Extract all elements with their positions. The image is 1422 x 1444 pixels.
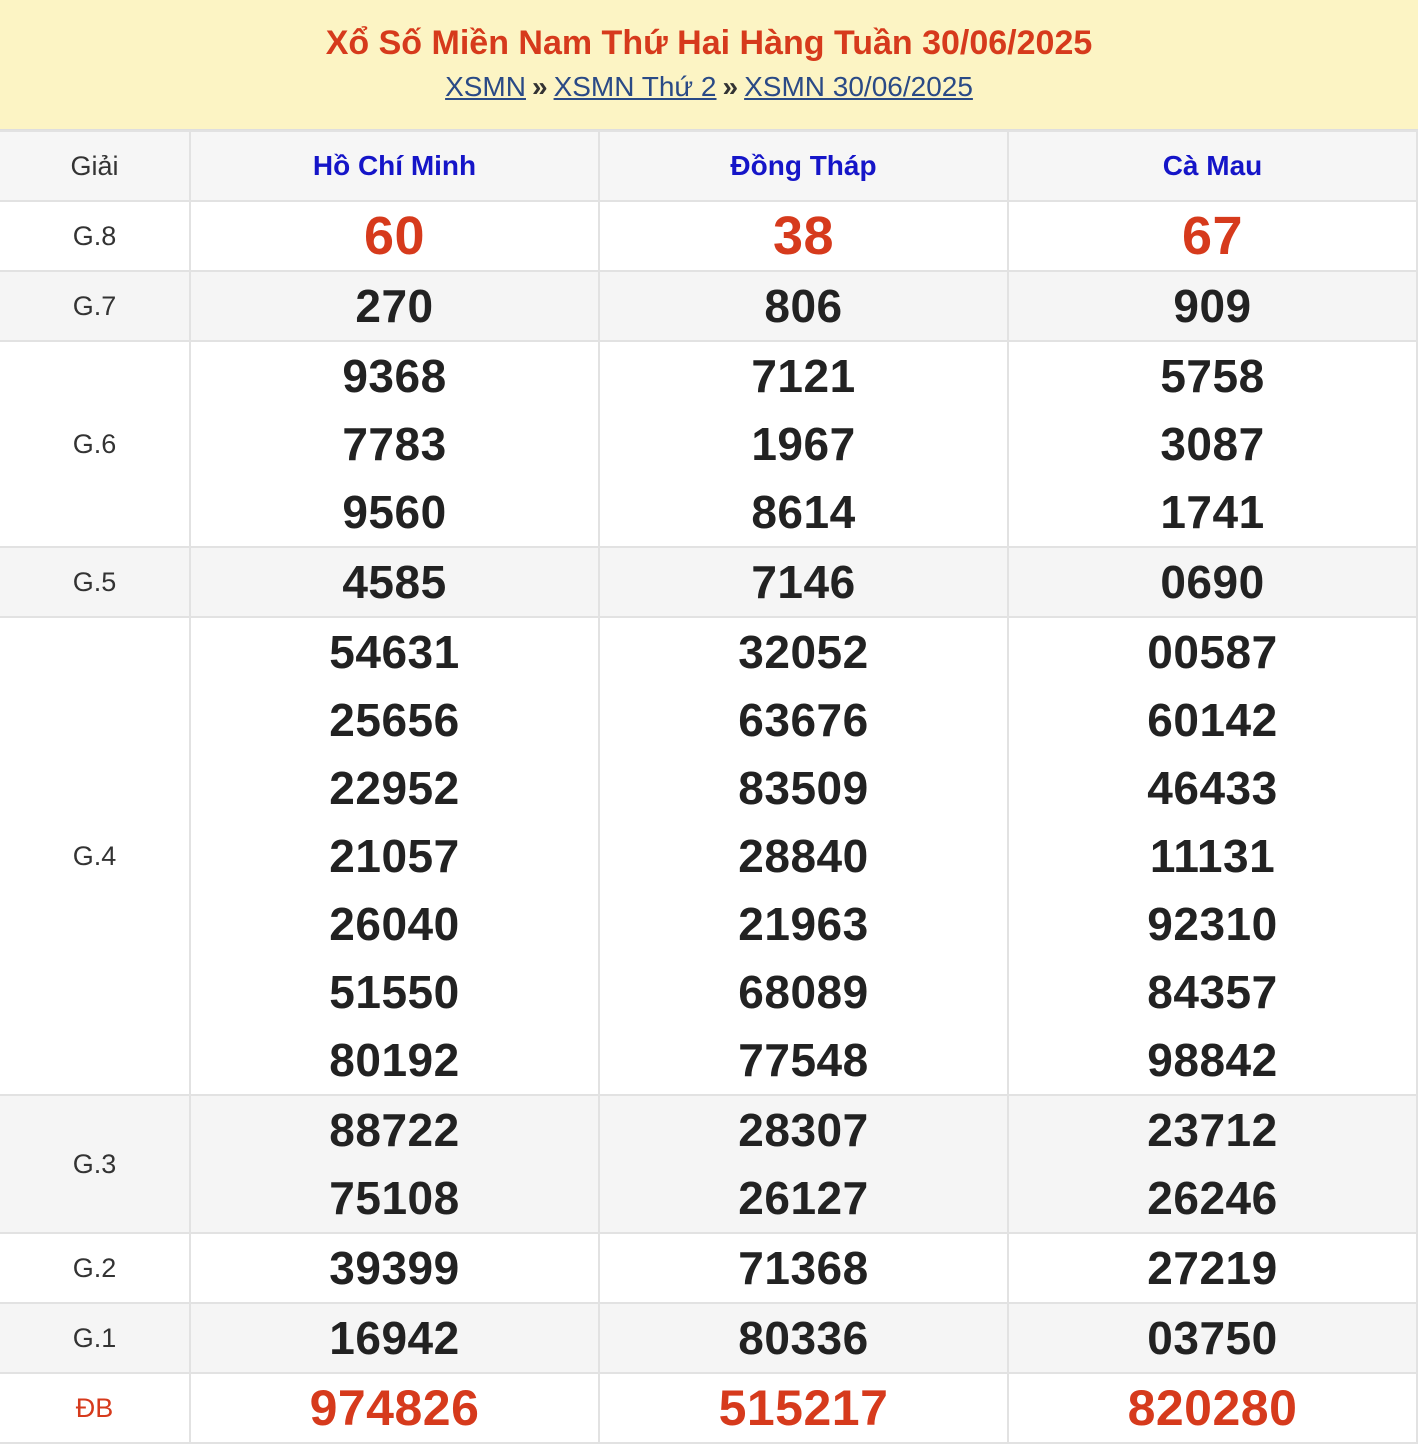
result-number: 83509	[738, 762, 869, 814]
results-table	[0, 130, 1418, 1444]
breadcrumb	[0, 70, 1418, 104]
result-number: 26040	[329, 898, 460, 950]
page-title: Xổ Số Miền Nam Thứ Hai Hàng Tuần 30/06/2025	[325, 24, 1093, 62]
result-number: 60	[363, 206, 426, 266]
result-number: 22952	[329, 762, 460, 814]
result-cell	[1008, 547, 1417, 617]
result-number: 28840	[738, 830, 869, 882]
result-number: 92310	[1147, 898, 1278, 950]
result-cell	[599, 1233, 1008, 1303]
result-number: 1967	[751, 418, 856, 470]
result-cell	[190, 1095, 599, 1233]
result-cell	[599, 547, 1008, 617]
result-number: 21057	[329, 830, 460, 882]
table-row	[0, 617, 1417, 1095]
prize-label: G.6	[0, 341, 190, 547]
result-cell	[1008, 271, 1417, 341]
result-number: 8614	[751, 486, 856, 538]
result-number: 1741	[1160, 486, 1265, 538]
result-cell	[190, 341, 599, 547]
result-number: 7783	[342, 418, 447, 470]
result-number: 80192	[329, 1034, 460, 1086]
column-header-province[interactable]: Hồ Chí Minh	[190, 131, 599, 201]
result-cell	[1008, 1233, 1417, 1303]
result-number: 7146	[751, 556, 856, 608]
result-number: 909	[1173, 280, 1252, 332]
result-cell	[190, 201, 599, 271]
results-header	[0, 0, 1418, 130]
result-number: 98842	[1147, 1034, 1278, 1086]
result-number: 63676	[738, 694, 869, 746]
result-number: 9560	[342, 486, 447, 538]
result-number: 84357	[1147, 966, 1278, 1018]
result-number: 77548	[738, 1034, 869, 1086]
result-number: 5758	[1160, 350, 1265, 402]
result-cell	[1008, 201, 1417, 271]
table-row	[0, 201, 1417, 271]
result-number: 26127	[738, 1172, 869, 1224]
breadcrumb-link-xsmn[interactable]: XSMN	[445, 71, 526, 102]
result-number: 974826	[309, 1380, 480, 1436]
column-header-prize: Giải	[0, 131, 190, 201]
result-cell	[190, 547, 599, 617]
result-number: 80336	[738, 1312, 869, 1364]
table-row	[0, 1373, 1417, 1443]
result-cell	[1008, 1303, 1417, 1373]
result-number: 26246	[1147, 1172, 1278, 1224]
result-cell	[599, 1373, 1008, 1443]
result-cell	[599, 201, 1008, 271]
result-number: 3087	[1160, 418, 1265, 470]
breadcrumb-separator: »	[531, 71, 548, 102]
result-number: 38	[772, 206, 835, 266]
result-number: 60142	[1147, 694, 1278, 746]
result-number: 4585	[342, 556, 447, 608]
result-number: 28307	[738, 1104, 869, 1156]
result-cell	[1008, 617, 1417, 1095]
result-number: 75108	[329, 1172, 460, 1224]
result-number: 9368	[342, 350, 447, 402]
result-number: 806	[764, 280, 843, 332]
result-number: 46433	[1147, 762, 1278, 814]
prize-label: G.2	[0, 1233, 190, 1303]
result-number: 39399	[329, 1242, 460, 1294]
result-number: 67	[1181, 206, 1244, 266]
result-cell	[190, 1233, 599, 1303]
result-cell	[599, 1303, 1008, 1373]
result-cell	[599, 1095, 1008, 1233]
result-number: 270	[355, 280, 434, 332]
result-number: 515217	[718, 1380, 889, 1436]
result-number: 00587	[1147, 626, 1278, 678]
result-number: 11131	[1149, 830, 1276, 882]
result-cell	[1008, 1373, 1417, 1443]
result-cell	[1008, 341, 1417, 547]
result-cell	[190, 617, 599, 1095]
prize-label: ĐB	[0, 1373, 190, 1443]
result-number: 32052	[738, 626, 869, 678]
result-number: 25656	[329, 694, 460, 746]
prize-label: G.7	[0, 271, 190, 341]
result-cell	[190, 1303, 599, 1373]
result-number: 16942	[329, 1312, 460, 1364]
table-row	[0, 1303, 1417, 1373]
result-number: 71368	[738, 1242, 869, 1294]
result-number: 51550	[329, 966, 460, 1018]
result-number: 21963	[738, 898, 869, 950]
result-number: 0690	[1160, 556, 1265, 608]
result-number: 23712	[1147, 1104, 1278, 1156]
prize-label: G.1	[0, 1303, 190, 1373]
breadcrumb-link-xsmn-thu-2[interactable]: XSMN Thứ 2	[553, 71, 717, 102]
table-row	[0, 341, 1417, 547]
result-number: 7121	[751, 350, 856, 402]
result-cell	[190, 1373, 599, 1443]
breadcrumb-link-xsmn-date[interactable]: XSMN 30/06/2025	[744, 71, 973, 102]
breadcrumb-separator: »	[722, 71, 739, 102]
table-row	[0, 1233, 1417, 1303]
result-number: 54631	[329, 626, 460, 678]
column-header-province[interactable]: Đồng Tháp	[599, 131, 1008, 201]
table-row	[0, 1095, 1417, 1233]
table-header-row	[0, 131, 1417, 201]
prize-label: G.4	[0, 617, 190, 1095]
prize-label: G.8	[0, 201, 190, 271]
result-cell	[599, 341, 1008, 547]
result-number: 27219	[1147, 1242, 1278, 1294]
result-cell	[190, 271, 599, 341]
result-cell	[599, 271, 1008, 341]
prize-label: G.3	[0, 1095, 190, 1233]
result-number: 68089	[738, 966, 869, 1018]
result-number: 03750	[1147, 1312, 1278, 1364]
result-number: 820280	[1127, 1380, 1298, 1436]
result-number: 88722	[329, 1104, 460, 1156]
prize-label: G.5	[0, 547, 190, 617]
result-cell	[599, 617, 1008, 1095]
column-header-province[interactable]: Cà Mau	[1008, 131, 1417, 201]
table-row	[0, 547, 1417, 617]
result-cell	[1008, 1095, 1417, 1233]
table-row	[0, 271, 1417, 341]
